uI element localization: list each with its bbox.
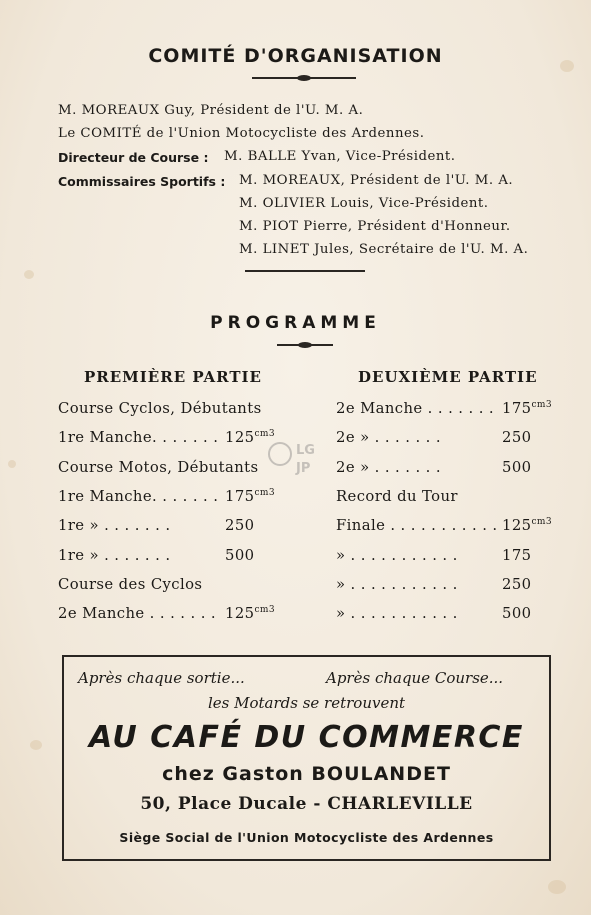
advert-tagline-left: Après chaque sortie... bbox=[78, 669, 245, 687]
programme-value-number: 125 bbox=[225, 605, 255, 623]
svg-text:JP: JP bbox=[296, 461, 311, 476]
programme-row-value bbox=[225, 517, 254, 534]
programme-row-value bbox=[502, 547, 531, 564]
programme-value-number: 175 bbox=[225, 487, 255, 505]
commissioner-1: M. MOREAUX, Président de l'U. M. A. bbox=[239, 173, 514, 188]
commissioner-4: M. LINET Jules, Secrétaire de l'U. M. A. bbox=[239, 242, 529, 257]
stain bbox=[8, 460, 16, 468]
programme-row-label: 1re Manche. . . . . . . bbox=[58, 429, 219, 447]
stain bbox=[548, 880, 566, 894]
programme-row-label: 2e Manche . . . . . . . bbox=[58, 605, 216, 623]
programme-value-unit: cm3 bbox=[531, 517, 552, 528]
watermark-logo-icon bbox=[266, 436, 322, 478]
programme-row-value bbox=[225, 547, 254, 564]
programme-value-unit: cm3 bbox=[254, 429, 275, 440]
programme-ornament bbox=[277, 344, 333, 346]
programme-value-number: 125 bbox=[502, 517, 532, 535]
committee-line-1: M. MOREAUX Guy, Président de l'U. M. A. bbox=[58, 103, 364, 118]
programme-value-unit: cm3 bbox=[531, 400, 552, 411]
programme-value-unit: cm3 bbox=[254, 487, 275, 498]
programme-row-value bbox=[225, 605, 275, 622]
part1-title: PREMIÈRE PARTIE bbox=[84, 368, 262, 386]
programme-row-label: » . . . . . . . . . . . bbox=[336, 605, 458, 623]
programme-value-number: 125 bbox=[225, 429, 255, 447]
advert-box bbox=[62, 655, 551, 861]
advert-owner: chez Gaston BOULANDET bbox=[162, 763, 451, 785]
programme-row-label: Course Cyclos, Débutants bbox=[58, 400, 262, 417]
advert-subline: les Motards se retrouvent bbox=[207, 694, 406, 712]
svg-text:LG: LG bbox=[296, 443, 315, 458]
programme-row-label: 1re » . . . . . . . bbox=[58, 546, 171, 564]
programme-row-label: 2e » . . . . . . . bbox=[336, 458, 441, 476]
advert-cafe-name: AU CAFÉ DU COMMERCE bbox=[89, 720, 524, 755]
programme-row-label: 2e Manche . . . . . . . bbox=[336, 400, 494, 417]
commissioners-label: Commissaires Sportifs : bbox=[58, 174, 226, 189]
programme-row-label: 2e » . . . . . . . bbox=[336, 429, 441, 447]
stain bbox=[30, 740, 42, 750]
programme-row-value bbox=[225, 488, 275, 505]
stain bbox=[24, 270, 34, 279]
committee-line-2: Le COMITÉ de l'Union Motocycliste des Ardennes. bbox=[58, 126, 425, 141]
programme-row-value bbox=[502, 517, 552, 534]
advert-address: 50, Place Ducale - CHARLEVILLE bbox=[140, 794, 473, 814]
programme-row-value bbox=[502, 459, 531, 476]
commissioner-3: M. PIOT Pierre, Président d'Honneur. bbox=[239, 219, 511, 234]
programme-row-label: » . . . . . . . . . . . bbox=[336, 575, 458, 593]
programme-row-label: Record du Tour bbox=[336, 487, 458, 505]
director-label: Directeur de Course : bbox=[58, 150, 209, 165]
part2-title: DEUXIÈME PARTIE bbox=[358, 368, 538, 386]
programme-row-value bbox=[502, 605, 531, 622]
programme-row-label: Course des Cyclos bbox=[58, 575, 203, 593]
programme-row-label: 1re » . . . . . . . bbox=[58, 517, 171, 535]
programme-row-label: Course Motos, Débutants bbox=[58, 458, 259, 476]
commissioner-2: M. OLIVIER Louis, Vice-Président. bbox=[239, 196, 489, 211]
programme-value-number: 250 bbox=[502, 429, 532, 447]
programme-row-value bbox=[502, 429, 531, 446]
programme-value-number: 500 bbox=[502, 458, 532, 476]
programme-row-value bbox=[502, 400, 552, 417]
programme-value-number: 175 bbox=[502, 400, 532, 417]
advert-seat: Siège Social de l'Union Motocycliste des Ardennes bbox=[119, 830, 494, 845]
programme-title: PROGRAMME bbox=[210, 313, 381, 333]
director-value: M. BALLE Yvan, Vice-Président. bbox=[224, 149, 456, 164]
programme-row-value bbox=[502, 576, 531, 593]
title-ornament bbox=[252, 77, 356, 79]
committee-title: COMITÉ D'ORGANISATION bbox=[148, 45, 443, 67]
programme-value-number: 175 bbox=[502, 546, 532, 564]
programme-row-label: Finale . . . . . . . . . . . bbox=[336, 517, 498, 535]
programme-row-label: » . . . . . . . . . . . bbox=[336, 546, 458, 564]
programme-value-number: 250 bbox=[225, 517, 255, 535]
programme-value-number: 250 bbox=[502, 575, 532, 593]
advert-tagline-right: Après chaque Course... bbox=[326, 669, 504, 687]
programme-value-number: 500 bbox=[225, 546, 255, 564]
programme-value-unit: cm3 bbox=[254, 605, 275, 616]
programme-value-number: 500 bbox=[502, 605, 532, 623]
programme-row-label: 1re Manche. . . . . . . bbox=[58, 487, 219, 505]
section-divider bbox=[245, 270, 365, 272]
